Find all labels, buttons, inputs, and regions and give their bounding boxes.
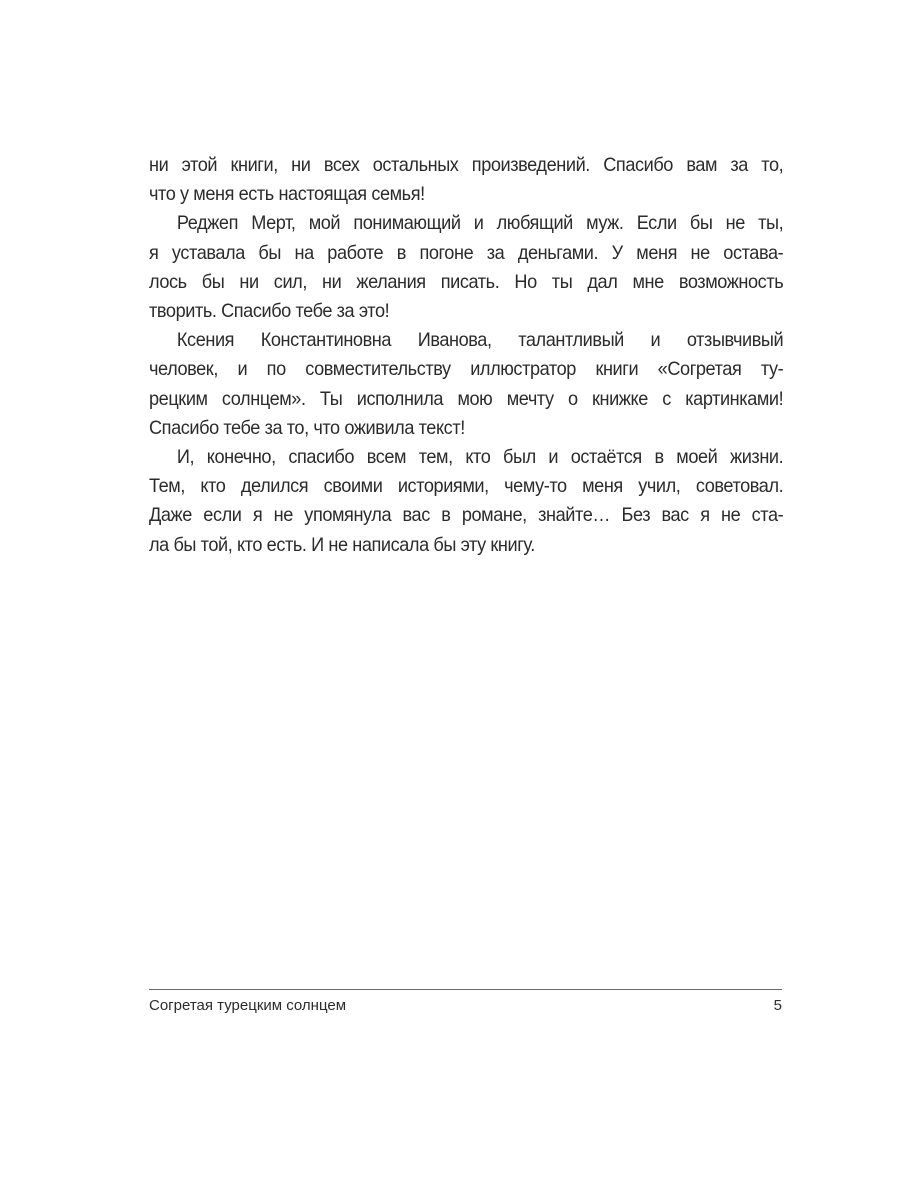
page-number: 5 <box>773 997 782 1014</box>
text-line: ла бы той, кто есть. И не написала бы эту книгу. <box>149 533 535 556</box>
running-title: Согретая турецким солнцем <box>149 997 347 1014</box>
paragraph-everyone-thanks <box>149 443 783 560</box>
paragraph-husband-thanks <box>149 209 783 326</box>
text-line: ни этой книги, ни всех остальных произведений. Спасибо вам за то, <box>149 154 784 176</box>
text-line: Спасибо тебе за то, что оживила текст! <box>149 416 465 439</box>
paragraph-illustrator-thanks <box>149 326 783 443</box>
text-line: рецким солнцем». Ты исполнила мою мечту о книжке с картинками! <box>149 387 784 410</box>
text-line: Реджеп Мерт, мой понимающий и любящий муж. Если бы не ты, <box>176 212 784 235</box>
text-line: Тем, кто делился своими историями, чему-то меня учил, советовал. <box>149 475 784 498</box>
paragraph-family-thanks <box>149 151 783 209</box>
page-footer <box>149 995 782 1017</box>
text-line: лось бы ни сил, ни желания писать. Но ты дал мне возможность <box>149 270 784 293</box>
text-line: человек, и по совместительству иллюстратор книги «Согретая ту- <box>149 358 784 381</box>
text-line: что у меня есть настоящая семья! <box>149 183 425 206</box>
text-line: творить. Спасибо тебе за это! <box>149 300 390 323</box>
text-line: И, конечно, спасибо всем тем, кто был и остаётся в моей жизни. <box>176 446 784 469</box>
text-line: Даже если я не упомянула вас в романе, знайте… Без вас я не ста- <box>149 504 784 527</box>
text-line: Ксения Константиновна Иванова, талантливый и отзывчивый <box>176 329 784 352</box>
page-body <box>149 151 783 560</box>
text-line: я уставала бы на работе в погоне за деньгами. У меня не остава- <box>149 241 784 264</box>
footer-divider <box>149 989 782 990</box>
